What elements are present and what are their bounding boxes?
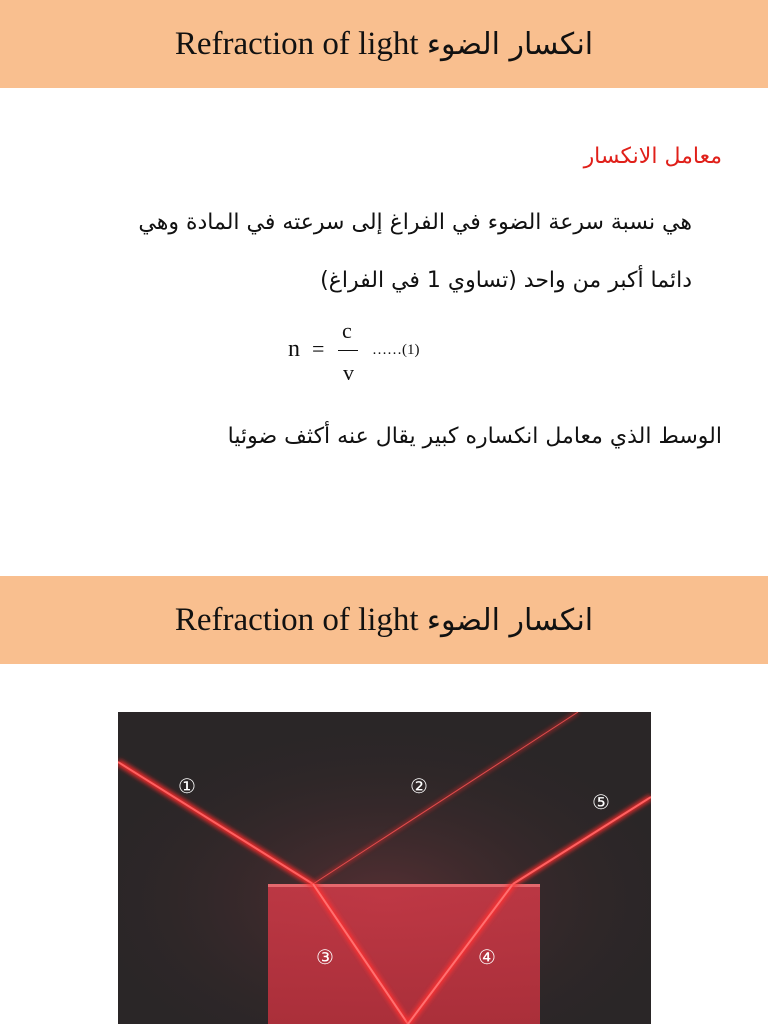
title-banner-2 [0,576,768,664]
definition-line-1: هي نسبة سرعة الضوء في الفراغ إلى سرعته في المادة وهي [138,210,692,235]
formula-numerator: c [342,318,352,343]
fraction-bar [338,350,358,351]
ray-label-1: ① [178,774,196,798]
title-english-1: Refraction of light [174,25,419,62]
ray-label-2: ② [410,774,428,798]
optical-density-note: الوسط الذي معامل انكساره كبير يقال عنه أكثف ضوئيا [227,424,722,449]
slide-title-2 [175,602,593,639]
refraction-photo [118,712,651,1024]
refractive-index-heading: معامل الانكسار [583,144,722,169]
title-banner-1 [0,0,768,88]
ray-label-4: ④ [478,945,496,969]
definition-line-2: دائما أكبر من واحد (تساوي 1 في الفراغ) [320,268,692,293]
formula-denominator: v [343,360,354,385]
title-arabic-2: انكسار الضوء [426,602,594,638]
formula-equals: = [312,336,325,361]
equation-number: ……(1) [372,342,420,358]
slide-title-1 [175,26,593,63]
formula-lhs: n [288,336,300,362]
refractive-index-formula [288,318,458,388]
ray-label-3: ③ [316,945,334,969]
ray-label-5: ⑤ [592,790,610,814]
title-arabic-1: انكسار الضوء [426,26,594,62]
title-english-2: Refraction of light [174,601,419,638]
refraction-photo-drawing [118,712,651,1024]
